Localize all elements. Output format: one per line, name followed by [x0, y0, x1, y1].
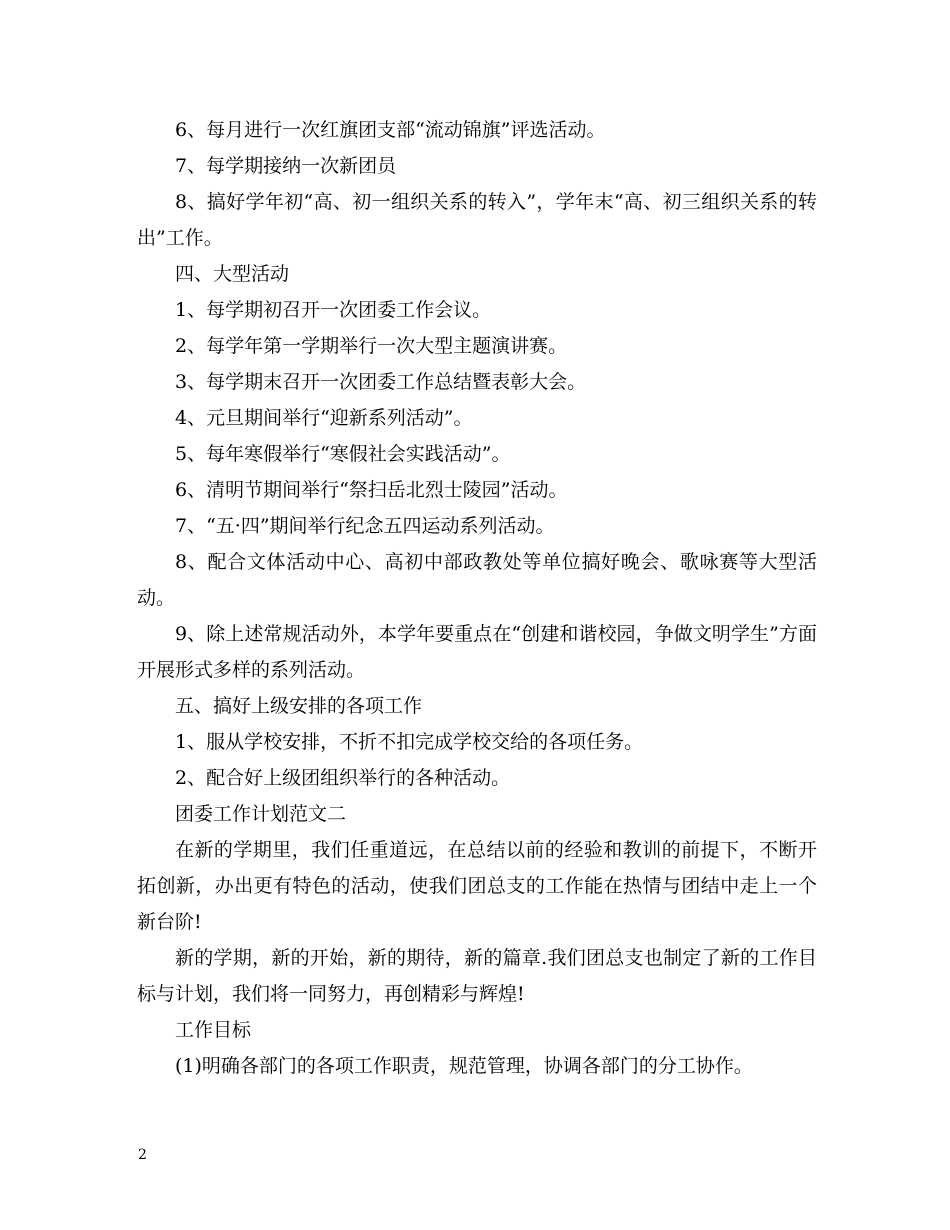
paragraph: 3、每学期末召开一次团委工作总结暨表彰大会。	[175, 371, 587, 393]
section-heading: 四、大型活动	[175, 263, 290, 285]
paragraph: 7、“五·四”期间举行纪念五四运动系列活动。	[175, 515, 555, 537]
paragraph: 2、配合好上级团组织举行的各种活动。	[175, 767, 511, 789]
section-heading: 五、搞好上级安排的各项工作	[175, 695, 423, 717]
page-number: 2	[138, 1147, 147, 1163]
paragraph: 1、每学期初召开一次团委工作会议。	[175, 299, 492, 321]
paragraph: 在新的学期里，我们任重道远，在总结以前的经验和教训的前提下，不断开拓创新，办出更有特色的活动，使我们团总支的工作能在热情与团结中走上一个新台阶!	[137, 839, 817, 933]
paragraph: 8、搞好学年初“高、初一组织关系的转入”，学年末“高、初三组织关系的转出”工作。	[137, 191, 817, 249]
document-body	[137, 112, 817, 1084]
section-heading: 工作目标	[175, 1019, 252, 1041]
paragraph: 1、服从学校安排，不折不扣完成学校交给的各项任务。	[175, 731, 644, 753]
paragraph: 5、每年寒假举行“寒假社会实践活动”。	[175, 443, 511, 465]
paragraph: 新的学期，新的开始，新的期待，新的篇章.我们团总支也制定了新的工作目标与计划，我们将一同努力，再创精彩与辉煌!	[137, 947, 817, 1005]
paragraph: 6、清明节期间举行“祭扫岳北烈士陵园”活动。	[175, 479, 568, 501]
paragraph: 9、除上述常规活动外，本学年要重点在“创建和谐校园，争做文明学生”方面开展形式多样的系列活动。	[137, 623, 817, 681]
section-title: 团委工作计划范文二	[175, 803, 347, 825]
paragraph: (1)明确各部门的各项工作职责，规范管理，协调各部门的分工协作。	[175, 1055, 753, 1077]
paragraph: 2、每学年第一学期举行一次大型主题演讲赛。	[175, 335, 568, 357]
paragraph: 7、每学期接纳一次新团员	[175, 155, 397, 177]
paragraph: 8、配合文体活动中心、高初中部政教处等单位搞好晚会、歌咏赛等大型活动。	[137, 551, 817, 609]
paragraph: 4、元旦期间举行“迎新系列活动”。	[175, 407, 473, 429]
paragraph: 6、每月进行一次红旗团支部“流动锦旗”评选活动。	[175, 119, 606, 141]
